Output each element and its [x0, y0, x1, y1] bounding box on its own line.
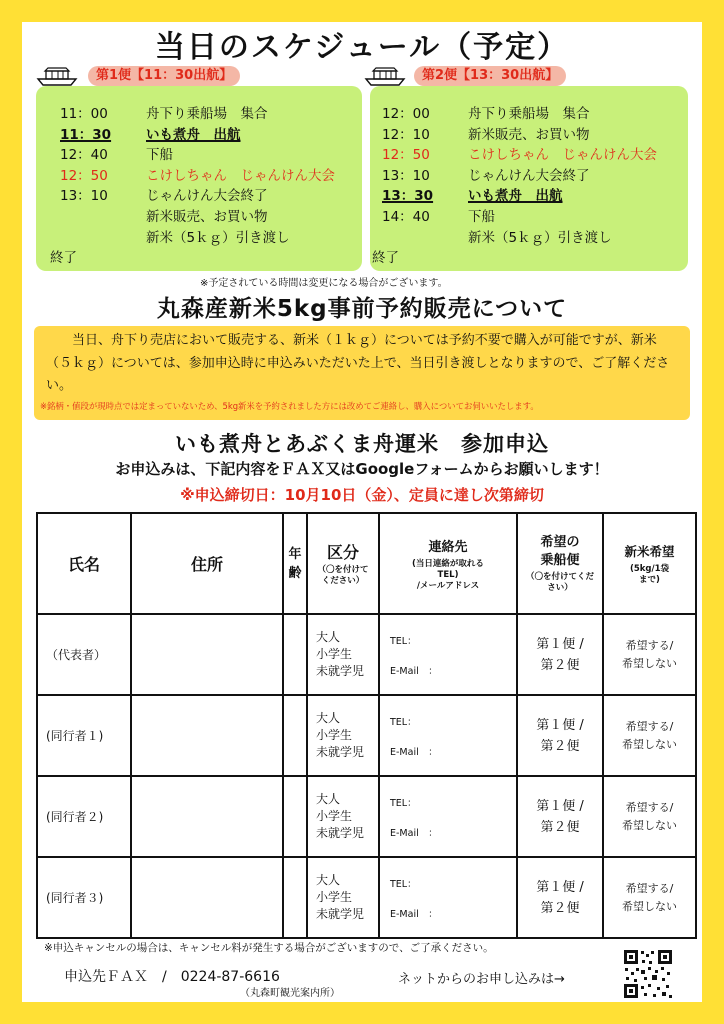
flight2-label: 第2便【13：30出航】 — [414, 66, 566, 86]
rice-option-no[interactable]: 希望しない — [622, 818, 677, 832]
tel-label: TEL： — [390, 635, 417, 647]
schedule-event: いも煮舟 出航 — [146, 126, 241, 143]
rice-option-no[interactable]: 希望しない — [622, 656, 677, 670]
flight-option-1[interactable]: 第１便 / — [536, 879, 584, 895]
participant-role: (同行者３) — [46, 891, 104, 905]
age-cell[interactable] — [283, 695, 307, 776]
schedule-event: 舟下り乗船場 集合 — [146, 106, 268, 122]
rice-notice — [34, 326, 690, 420]
schedule-event: こけしちゃん じゃんけん大会 — [468, 147, 657, 164]
name-cell[interactable] — [37, 857, 131, 938]
apply-subheading: お申込みは、下記内容をＦＡＸ又はGoogleフォームからお願いします！ — [115, 460, 609, 478]
category-cell[interactable] — [307, 695, 379, 776]
category-elementary[interactable]: 小学生 — [316, 890, 353, 904]
schedule-time: 12：10 — [382, 126, 430, 143]
flight-option-2[interactable]: 第２便 — [540, 738, 580, 754]
schedule-note: ※予定されている時間は変更になる場合がございます。 — [200, 278, 448, 289]
schedule-event: じゃんけん大会終了 — [146, 188, 268, 205]
flight-choice-cell[interactable] — [517, 695, 603, 776]
schedule-time: 14：40 — [382, 209, 430, 225]
schedule-event: 下船 — [146, 147, 173, 164]
flight-choice-cell[interactable] — [517, 614, 603, 695]
schedule-time: 13：10 — [60, 188, 108, 205]
flight-option-2[interactable]: 第２便 — [540, 657, 580, 673]
page-title: 当日のスケジュール（予定） — [154, 30, 570, 65]
rice-choice-cell[interactable] — [603, 776, 696, 857]
flight-option-1[interactable]: 第１便 / — [536, 636, 584, 652]
schedule-time: 12：00 — [382, 106, 430, 122]
boat-icon — [364, 66, 408, 86]
address-cell[interactable] — [131, 614, 283, 695]
flight-option-2[interactable]: 第２便 — [540, 819, 580, 835]
age-cell[interactable] — [283, 857, 307, 938]
rice-option-no[interactable]: 希望しない — [622, 737, 677, 751]
schedule-event: 舟下り乗船場 集合 — [468, 106, 590, 122]
header-contact: 連絡先 (当日連絡が取れる TEL) /メールアドレス — [379, 513, 517, 614]
table-row — [37, 695, 696, 776]
contact-cell[interactable] — [379, 776, 517, 857]
rice-choice-cell[interactable] — [603, 614, 696, 695]
schedule-time: 11：30 — [60, 126, 112, 143]
age-cell[interactable] — [283, 614, 307, 695]
header-flight: 希望の 乗船便 （〇を付けてください） — [517, 513, 603, 614]
category-preschool[interactable]: 未就学児 — [316, 664, 365, 678]
flight-choice-cell[interactable] — [517, 857, 603, 938]
address-cell[interactable] — [131, 776, 283, 857]
schedule-time: 終了 — [372, 250, 399, 267]
schedule-time: 13：10 — [382, 167, 430, 184]
category-elementary[interactable]: 小学生 — [316, 809, 353, 823]
flight-option-1[interactable]: 第１便 / — [536, 798, 584, 814]
schedule-event: いも煮舟 出航 — [468, 188, 563, 205]
header-address: 住所 — [131, 513, 283, 614]
table-row — [37, 614, 696, 695]
rice-option-no[interactable]: 希望しない — [622, 899, 677, 913]
name-cell[interactable] — [37, 695, 131, 776]
tel-label: TEL： — [390, 716, 417, 728]
apply-heading: いも煮舟とあぶくま舟運米 参加申込 — [175, 432, 549, 456]
schedule-time: 11：00 — [60, 106, 108, 122]
schedule-event: 下船 — [468, 209, 495, 225]
header-rice: 新米希望 (5kg/1袋まで) — [603, 513, 696, 614]
fax-organization: （丸森町観光案内所） — [240, 988, 340, 999]
name-cell[interactable] — [37, 614, 131, 695]
tel-label: TEL： — [390, 797, 417, 809]
contact-cell[interactable] — [379, 695, 517, 776]
flight1-schedule — [36, 86, 362, 271]
category-adult[interactable]: 大人 — [316, 630, 341, 644]
email-label: E-Mail ： — [390, 908, 438, 920]
contact-cell[interactable] — [379, 857, 517, 938]
schedule-time: 13：30 — [382, 188, 434, 205]
cancel-note: ※申込キャンセルの場合は、キャンセル料が発生する場合がございますので、ご了承ください。 — [44, 942, 494, 954]
schedule-time: 終了 — [50, 250, 77, 267]
schedule-event: 新米販売、お買い物 — [468, 126, 590, 143]
participant-role: (同行者１) — [46, 729, 104, 743]
schedule-time: 12：40 — [60, 147, 108, 164]
address-cell[interactable] — [131, 857, 283, 938]
schedule-event: こけしちゃん じゃんけん大会 — [146, 167, 335, 184]
address-cell[interactable] — [131, 695, 283, 776]
rice-option-yes[interactable]: 希望する/ — [625, 800, 674, 814]
rice-choice-cell[interactable] — [603, 695, 696, 776]
boat-icon — [36, 66, 80, 86]
schedule-time: 12：50 — [60, 167, 108, 184]
category-preschool[interactable]: 未就学児 — [316, 745, 365, 759]
email-label: E-Mail ： — [390, 746, 438, 758]
schedule-time: 12：50 — [382, 147, 430, 164]
rice-option-yes[interactable]: 希望する/ — [625, 638, 674, 652]
category-preschool[interactable]: 未就学児 — [316, 826, 365, 840]
flight-choice-cell[interactable] — [517, 776, 603, 857]
category-cell[interactable] — [307, 776, 379, 857]
category-preschool[interactable]: 未就学児 — [316, 907, 365, 921]
schedule-event: 新米（5ｋｇ）引き渡し — [146, 229, 290, 246]
rice-notice-warning: ※銘柄・値段が現時点では定まっていないため、5kg新米を予約されました方には改めてご連絡し、購入についてお伺いいたします。 — [40, 401, 539, 411]
email-label: E-Mail ： — [390, 665, 438, 677]
category-adult[interactable]: 大人 — [316, 792, 341, 806]
schedule-event: じゃんけん大会終了 — [468, 167, 590, 184]
category-adult[interactable]: 大人 — [316, 711, 341, 725]
name-cell[interactable] — [37, 776, 131, 857]
application-table — [36, 512, 697, 939]
rice-option-yes[interactable]: 希望する/ — [625, 719, 674, 733]
email-label: E-Mail ： — [390, 827, 438, 839]
deadline-text: ※申込締切日：10月10日（金）、定員に達し次第締切 — [180, 486, 544, 504]
category-adult[interactable]: 大人 — [316, 873, 341, 887]
rice-choice-cell[interactable] — [603, 857, 696, 938]
rice-option-yes[interactable]: 希望する/ — [625, 881, 674, 895]
table-row — [37, 776, 696, 857]
category-cell[interactable] — [307, 614, 379, 695]
flight2-schedule — [370, 86, 688, 271]
participant-role: （代表者） — [46, 648, 107, 662]
participant-role: (同行者２) — [46, 810, 104, 824]
flight-option-2[interactable]: 第２便 — [540, 900, 580, 916]
net-application-label: ネットからのお申し込みは→ — [398, 972, 565, 987]
table-row — [37, 857, 696, 938]
rice-heading: 丸森産新米5kg事前予約販売について — [156, 296, 568, 322]
flight1-label: 第1便【11：30出航】 — [88, 66, 240, 86]
schedule-event: 新米販売、お買い物 — [146, 209, 268, 225]
fax-number: 申込先ＦＡＸ / 0224-87-6616 — [64, 969, 280, 985]
header-name: 氏名 — [37, 513, 131, 614]
contact-cell[interactable] — [379, 614, 517, 695]
qr-code-icon[interactable] — [622, 948, 674, 1000]
category-elementary[interactable]: 小学生 — [316, 728, 353, 742]
header-age: 年 齢 — [283, 513, 307, 614]
category-cell[interactable] — [307, 857, 379, 938]
flight-option-1[interactable]: 第１便 / — [536, 717, 584, 733]
table-header-row — [37, 513, 696, 614]
schedule-event: 新米（5ｋｇ）引き渡し — [468, 229, 612, 246]
header-category: 区分 （〇を付けてください） — [307, 513, 379, 614]
age-cell[interactable] — [283, 776, 307, 857]
category-elementary[interactable]: 小学生 — [316, 647, 353, 661]
rice-notice-body: 当日、舟下り売店において販売する、新米（１ｋｇ）については予約不要で購入が可能ですが、新米（５ｋｇ）については、参加申込時に申込みいただいた上で、当日引き渡しとなりますので、ご了解ください。 — [46, 333, 670, 393]
tel-label: TEL： — [390, 878, 417, 890]
